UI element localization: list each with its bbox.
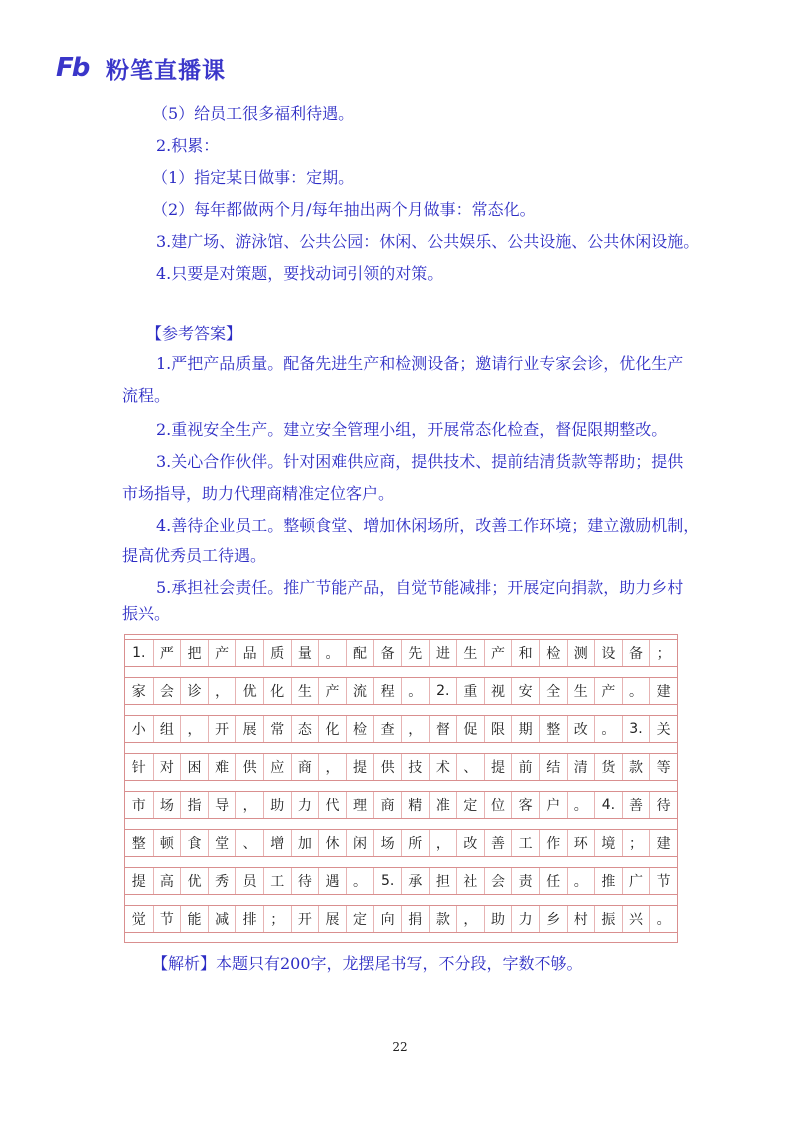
grid-row [125,905,677,933]
grid-cell: 化 [263,678,291,704]
grid-cell: 流 [346,678,374,704]
grid-cell: 村 [567,906,595,932]
grid-cell: 精 [401,792,429,818]
grid-cell: 等 [649,754,677,780]
grid-cell: 兴 [622,906,650,932]
page-number: 22 [392,1040,408,1054]
grid-cell: 清 [567,754,595,780]
grid-cell: 供 [235,754,263,780]
grid-cell: 款 [622,754,650,780]
grid-cell: 。 [401,678,429,704]
grid-cell: 、 [235,830,263,856]
grid-cell: 应 [263,754,291,780]
grid-cell: 商 [373,792,401,818]
answer-line: 1.严把产品质量。配备先进生产和检测设备；邀请行业专家会诊，优化生产 [156,354,684,373]
grid-cell: ， [180,716,208,742]
grid-cell: 。 [622,678,650,704]
grid-cell: 4. [594,792,622,818]
grid-cell: 程 [373,678,401,704]
text-line: 2.积累： [156,136,220,155]
grid-cell: 力 [511,906,539,932]
grid-cell: 社 [456,868,484,894]
grid-cell: 整 [131,836,146,852]
grid-cell: 开 [291,906,319,932]
grid-cell: ； [649,640,677,666]
grid-cell: 场 [373,830,401,856]
grid-cell: 秀 [208,868,236,894]
grid-row [125,715,677,743]
grid-cell: 导 [208,792,236,818]
text-line: （2）每年都做两个月/每年抽出两个月做事：常态化。 [152,200,536,219]
grid-cell: 助 [263,792,291,818]
grid-cell: 设 [594,640,622,666]
answer-line: 3.关心合作伙伴。针对困难供应商，提供技术、提前结清货款等帮助；提供 [156,452,684,471]
grid-cell: 产 [208,640,236,666]
grid-cell: 广 [622,868,650,894]
grid-cell: 困 [180,754,208,780]
answer-line: 提高优秀员工待遇。 [122,546,267,565]
grid-cell: 视 [484,678,512,704]
grid-cell: 。 [318,640,346,666]
grid-cell: 商 [291,754,319,780]
grid-cell: 位 [484,792,512,818]
grid-cell: 乡 [539,906,567,932]
grid-cell: 生 [291,678,319,704]
grid-cell: 任 [539,868,567,894]
grid-cell: 。 [567,792,595,818]
grid-cell: 境 [594,830,622,856]
grid-cell: 所 [401,830,429,856]
grid-cell: 作 [539,830,567,856]
grid-cell: 督 [429,716,457,742]
grid-cell: ， [456,906,484,932]
grid-cell: 品 [235,640,263,666]
grid-cell: 顿 [153,830,181,856]
grid-cell: 捐 [401,906,429,932]
grid-cell: 前 [511,754,539,780]
grid-cell: 场 [153,792,181,818]
grid-cell: ， [208,678,236,704]
grid-cell: 限 [484,716,512,742]
grid-cell: 款 [429,906,457,932]
grid-cell: 户 [539,792,567,818]
grid-cell: 会 [153,678,181,704]
grid-cell: 理 [346,792,374,818]
grid-cell: 3. [622,716,650,742]
grid-cell: 觉 [131,912,146,928]
grid-cell: 把 [180,640,208,666]
grid-cell: ， [401,716,429,742]
grid-row [125,791,677,819]
grid-cell: 诊 [180,678,208,704]
grid-cell: 能 [180,906,208,932]
answer-line: 市场指导，助力代理商精准定位客户。 [122,484,395,503]
grid-cell: 量 [291,640,319,666]
grid-cell: 技 [401,754,429,780]
grid-cell: 担 [429,868,457,894]
grid-cell: 。 [346,868,374,894]
answer-line: 流程。 [122,386,171,405]
grid-cell: 改 [567,716,595,742]
grid-cell: 。 [594,716,622,742]
grid-cell: 节 [649,868,677,894]
grid-cell: 承 [401,868,429,894]
grid-cell: 推 [594,868,622,894]
grid-cell: 待 [649,792,677,818]
grid-cell: 展 [318,906,346,932]
answer-line: 振兴。 [122,604,171,623]
grid-cell: 振 [594,906,622,932]
grid-cell: 2. [429,678,457,704]
grid-cell: 建 [649,678,677,704]
answer-line: 4.善待企业员工。整顿食堂、增加休闲场所，改善工作环境；建立激励机制， [156,516,700,535]
grid-cell: 备 [373,640,401,666]
grid-cell: 提 [131,874,146,890]
grid-cell: 术 [429,754,457,780]
grid-cell: 善 [622,792,650,818]
grid-cell: 进 [429,640,457,666]
grid-cell: 力 [291,792,319,818]
grid-cell: 生 [456,640,484,666]
grid-cell: 先 [401,640,429,666]
grid-cell: 排 [235,906,263,932]
grid-cell: 堂 [208,830,236,856]
grid-cell: 减 [208,906,236,932]
grid-cell: 。 [649,906,677,932]
grid-cell: ， [318,754,346,780]
grid-cell: 5. [373,868,401,894]
grid-cell: 小 [131,722,146,738]
grid-cell: 会 [484,868,512,894]
grid-cell: 助 [484,906,512,932]
grid-cell: 善 [484,830,512,856]
grid-cell: 定 [456,792,484,818]
grid-row [125,753,677,781]
grid-row [125,829,677,857]
grid-cell: 质 [263,640,291,666]
grid-cell: 货 [594,754,622,780]
grid-cell: 检 [346,716,374,742]
grid-cell: 对 [153,754,181,780]
grid-cell: 生 [567,678,595,704]
grid-cell: 难 [208,754,236,780]
grid-cell: ； [263,906,291,932]
grid-cell: 产 [484,640,512,666]
grid-cell: 闲 [346,830,374,856]
grid-cell: 优 [180,868,208,894]
grid-cell: 查 [373,716,401,742]
grid-cell: 开 [208,716,236,742]
grid-cell: 重 [456,678,484,704]
grid-cell: 优 [235,678,263,704]
grid-row [125,677,677,705]
section-heading: 【参考答案】 [146,324,243,343]
grid-cell: 遇 [318,868,346,894]
grid-cell: 结 [539,754,567,780]
grid-row [125,867,677,895]
grid-cell: 环 [567,830,595,856]
grid-cell: 工 [511,830,539,856]
grid-cell: 关 [649,716,677,742]
grid-cell: 食 [180,830,208,856]
grid-cell: 客 [511,792,539,818]
grid-cell: ； [622,830,650,856]
grid-cell: 增 [263,830,291,856]
grid-cell: 改 [456,830,484,856]
writing-grid [124,634,678,943]
grid-cell: 提 [484,754,512,780]
grid-cell: 。 [567,868,595,894]
grid-cell: 产 [594,678,622,704]
grid-cell: 展 [235,716,263,742]
grid-cell: 化 [318,716,346,742]
grid-cell: 向 [373,906,401,932]
grid-cell: 期 [511,716,539,742]
fb-logo-icon: Fb [56,53,89,83]
grid-cell: 供 [373,754,401,780]
grid-cell: 员 [235,868,263,894]
grid-cell: 高 [153,868,181,894]
grid-cell: 检 [539,640,567,666]
grid-cell: 态 [291,716,319,742]
grid-cell: 和 [511,640,539,666]
grid-cell: 、 [456,754,484,780]
grid-cell: 准 [429,792,457,818]
analysis-text: 【解析】本题只有200字，龙摆尾书写，不分段，字数不够。 [152,954,583,973]
brand-logo [56,52,226,84]
grid-cell: 全 [539,678,567,704]
grid-cell: 家 [131,684,146,700]
grid-cell: 安 [511,678,539,704]
text-line: 4.只要是对策题，要找动词引领的对策。 [156,264,444,283]
grid-cell: 休 [318,830,346,856]
grid-cell: 提 [346,754,374,780]
grid-cell: 指 [180,792,208,818]
grid-cell: 备 [622,640,650,666]
grid-cell: 节 [153,906,181,932]
text-line: （5）给员工很多福利待遇。 [152,104,355,123]
grid-cell: 工 [263,868,291,894]
grid-cell: 责 [511,868,539,894]
grid-cell: 定 [346,906,374,932]
grid-cell: 配 [346,640,374,666]
grid-cell: 市 [131,798,146,814]
text-line: （1）指定某日做事：定期。 [152,168,355,187]
grid-cell: ， [429,830,457,856]
grid-cell: 建 [649,830,677,856]
grid-cell: 严 [153,640,181,666]
grid-cell: 整 [539,716,567,742]
text-line: 3.建广场、游泳馆、公共公园：休闲、公共娱乐、公共设施、公共休闲设施。 [156,232,700,251]
grid-cell: 产 [318,678,346,704]
grid-cell: ， [235,792,263,818]
grid-cell: 组 [153,716,181,742]
grid-row [125,639,677,667]
brand-name: 粉笔直播课 [106,57,226,84]
answer-line: 2.重视安全生产。建立安全管理小组，开展常态化检查，督促限期整改。 [156,420,668,439]
grid-cell: 代 [318,792,346,818]
grid-cell: 促 [456,716,484,742]
grid-cell: 针 [131,760,146,776]
grid-cell: 待 [291,868,319,894]
grid-cell: 常 [263,716,291,742]
grid-cell: 1. [132,645,146,661]
grid-cell: 加 [291,830,319,856]
grid-cell: 测 [567,640,595,666]
answer-line: 5.承担社会责任。推广节能产品，自觉节能减排；开展定向捐款，助力乡村 [156,578,684,597]
